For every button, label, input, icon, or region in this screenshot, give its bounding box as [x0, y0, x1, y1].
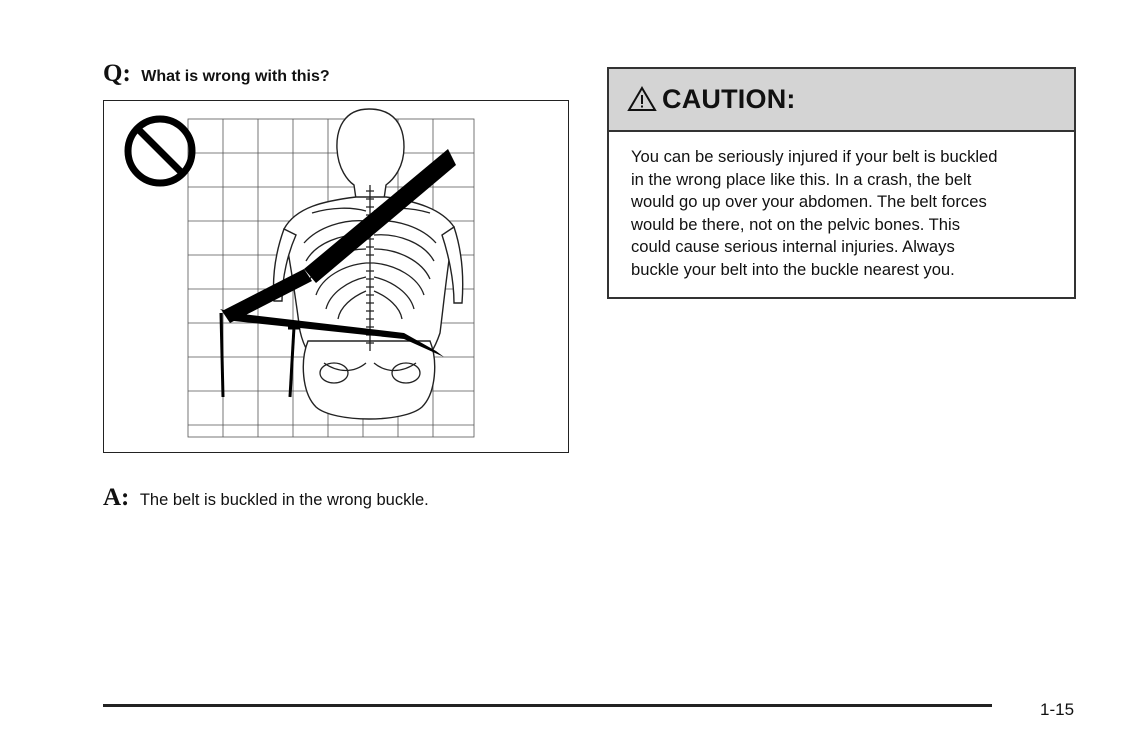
prohibition-icon [128, 119, 192, 183]
question-label: Q: [103, 60, 131, 87]
question-text: What is wrong with this? [141, 68, 330, 85]
caution-box [607, 67, 1076, 299]
body-figure [273, 109, 462, 419]
answer [103, 484, 429, 512]
footer-rule [103, 704, 992, 707]
caution-line: in the wrong place like this. In a crash, the belt [631, 169, 972, 189]
caution-line: would go up over your abdomen. The belt forces [631, 192, 987, 211]
caution-header [609, 69, 1074, 132]
caution-body [609, 132, 1074, 281]
answer-text: The belt is buckled in the wrong buckle. [139, 491, 429, 509]
question [103, 60, 330, 88]
seatbelt-illustration [103, 100, 569, 453]
caution-line: You can be seriously injured if your belt is buckled [631, 147, 998, 166]
page-number: 1-15 [1040, 700, 1075, 719]
warning-triangle-icon [627, 86, 657, 112]
caution-title: CAUTION: [662, 84, 796, 114]
caution-line: buckle your belt into the buckle nearest you. [631, 259, 955, 279]
answer-label: A: [103, 484, 130, 511]
caution-line: could cause serious internal injuries. Always [631, 237, 955, 256]
caution-line: would be there, not on the pelvic bones. This [631, 214, 961, 234]
